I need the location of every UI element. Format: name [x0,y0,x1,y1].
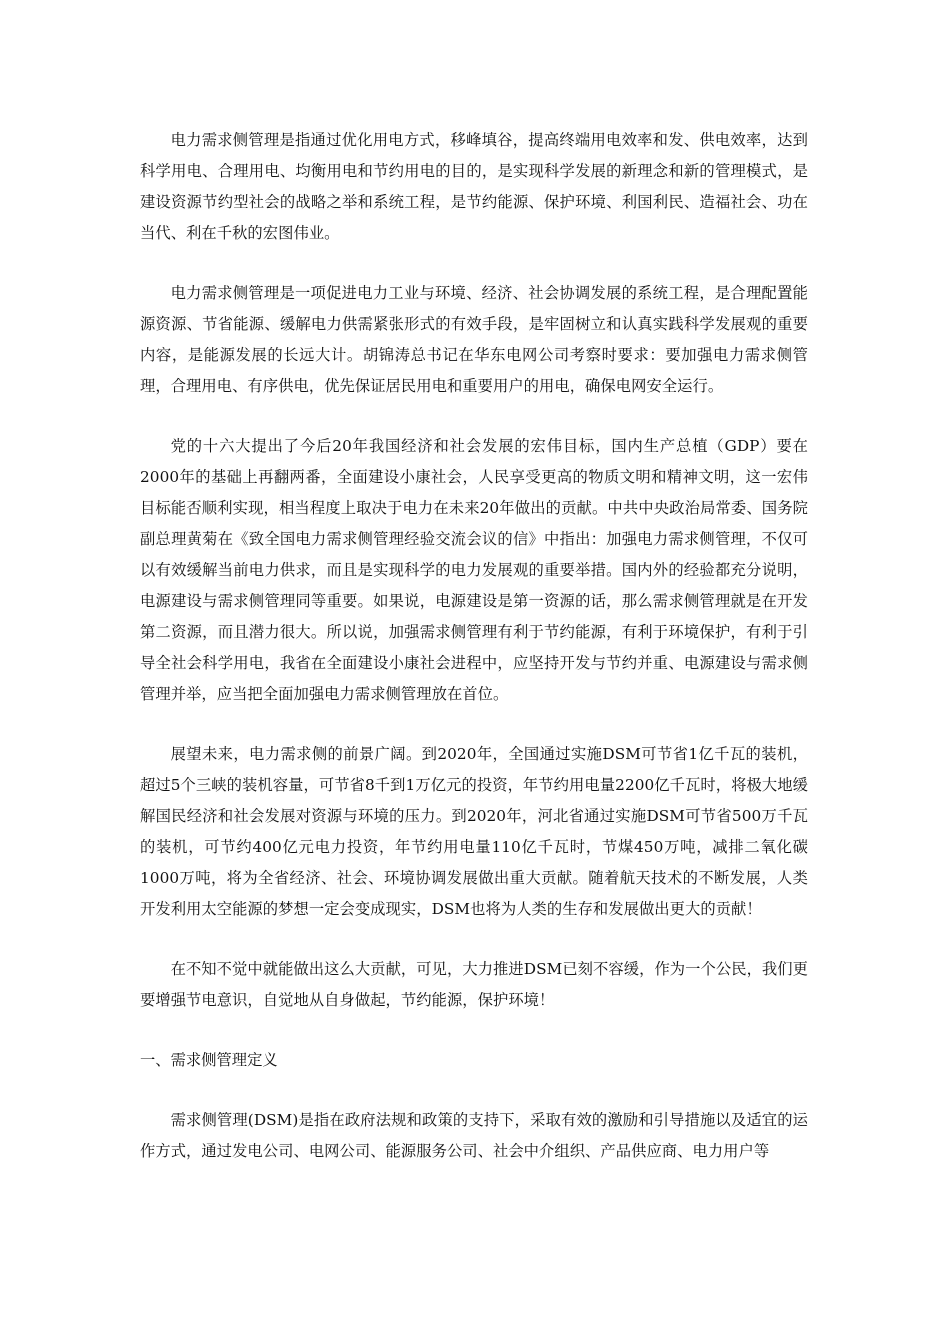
section-heading-definition: 一、需求侧管理定义 [140,1051,278,1069]
paragraph-dsm-definition: 需求侧管理(DSM)是指在政府法规和政策的支持下，采取有效的激励和引导措施以及适宜的运作方式，通过发电公司、电网公司、能源服务公司、社会中介组织、产品供应商、电力用户等 [140,1111,808,1160]
paragraph-future-outlook: 展望未来，电力需求侧的前景广阔。到2020年，全国通过实施DSM可节省1亿千瓦的装机，超过5个三峡的装机容量，可节省8千到1万亿元的投资，年节约用电量2200亿千瓦时，将极大地缓解国民经济和社会发展对资源与环境的压力。到2020年，河北省通过实施DSM可节省500万千瓦的装机，可节约400亿元电力投资，年节约用电量110亿千瓦时，节煤450万吨，减排二氧化碳1000万吨，将为全省经济、社会、环境协调发展做出重大贡献。随着航天技术的不断发展，人类开发利用太空能源的梦想一定会变成现实，DSM也将为人类的生存和发展做出更大的贡献！ [140,745,808,918]
document-body [140,125,808,1196]
paragraph-dsm-system-engineering: 电力需求侧管理是一项促进电力工业与环境、经济、社会协调发展的系统工程，是合理配置能源资源、节省能源、缓解电力供需紧张形式的有效手段，是牢固树立和认真实践科学发展观的重要内容，是能源发展的长远大计。胡锦涛总书记在华东电网公司考察时要求：要加强电力需求侧管理，合理用电、有序供电，优先保证居民用电和重要用户的用电，确保电网安全运行。 [140,284,808,395]
paragraph-sixteenth-congress: 党的十六大提出了今后20年我国经济和社会发展的宏伟目标，国内生产总植（GDP）要在2000年的基础上再翻两番，全面建设小康社会，人民享受更高的物质文明和精神文明，这一宏伟目标能否顺利实现，相当程度上取决于电力在未来20年做出的贡献。中共中央政治局常委、国务院副总理黄菊在《致全国电力需求侧管理经验交流会议的信》中指出：加强电力需求侧管理，不仅可以有效缓解当前电力供求，而且是实现科学的电力发展观的重要举措。国内外的经验都充分说明，电源建设与需求侧管理同等重要。如果说，电源建设是第一资源的话，那么需求侧管理就是在开发第二资源，而且潜力很大。所以说，加强需求侧管理有利于节约能源，有利于环境保护，有利于引导全社会科学用电，我省在全面建设小康社会进程中，应坚持开发与节约并重、电源建设与需求侧管理并举，应当把全面加强电力需求侧管理放在首位。 [140,437,808,703]
paragraph-citizen-call: 在不知不觉中就能做出这么大贡献，可见，大力推进DSM已刻不容缓，作为一个公民，我们更要增强节电意识，自觉地从自身做起，节约能源，保护环境！ [140,960,808,1009]
paragraph-dsm-intro: 电力需求侧管理是指通过优化用电方式，移峰填谷，提高终端用电效率和发、供电效率，达到科学用电、合理用电、均衡用电和节约用电的目的，是实现科学发展的新理念和新的管理模式，是建设资源节约型社会的战略之举和系统工程，是节约能源、保护环境、利国利民、造福社会、功在当代、利在千秋的宏图伟业。 [140,131,808,242]
